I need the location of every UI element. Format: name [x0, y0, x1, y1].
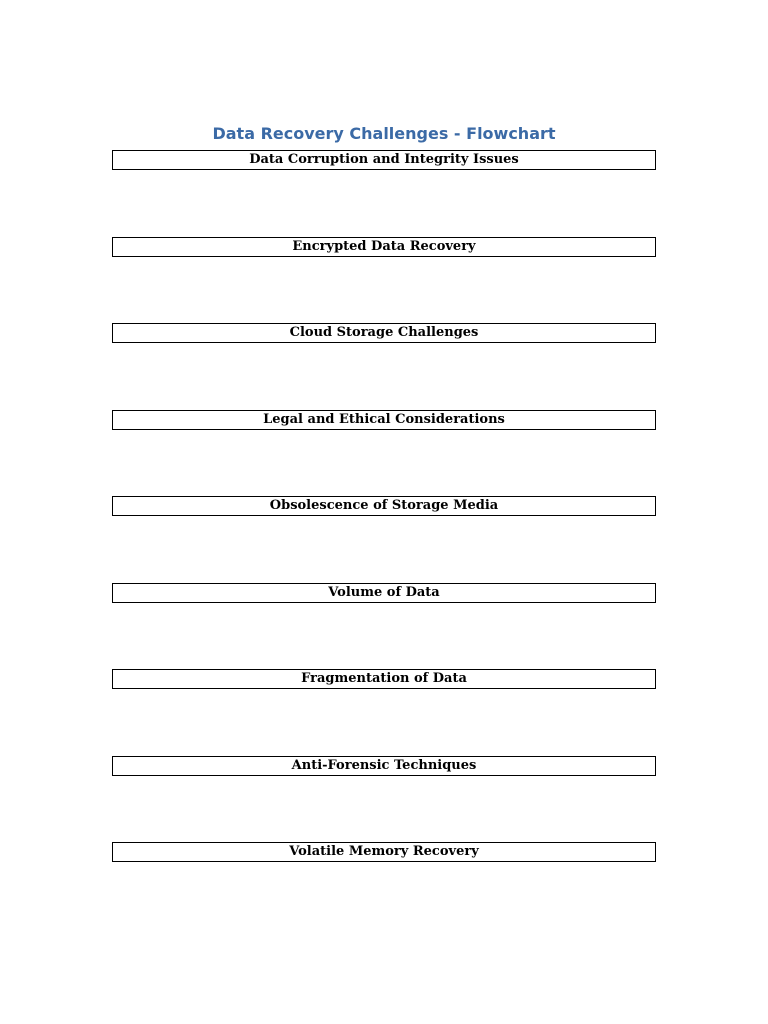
flowchart-box-data-corruption [112, 150, 656, 170]
page-title: Data Recovery Challenges - Flowchart [212, 124, 556, 143]
flowchart-box-label: Anti-Forensic Techniques [291, 757, 477, 773]
flowchart-box-label: Legal and Ethical Considerations [263, 411, 505, 427]
flowchart [112, 150, 656, 929]
flowchart-box-label: Obsolescence of Storage Media [269, 498, 499, 513]
flowchart-box-legal-ethical [112, 410, 656, 430]
flowchart-box-label: Encrypted Data Recovery [292, 238, 476, 254]
flowchart-box-label: Data Corruption and Integrity Issues [249, 152, 519, 167]
flowchart-box-cloud-storage [112, 323, 656, 343]
flowchart-box-volume [112, 583, 656, 603]
flowchart-box-anti-forensic [112, 756, 656, 776]
flowchart-box-encrypted-data [112, 237, 656, 257]
flowchart-box-fragmentation [112, 669, 656, 689]
flowchart-box-label: Cloud Storage Challenges [289, 325, 479, 340]
flowchart-box-label: Volume of Data [328, 584, 440, 600]
flowchart-box-volatile-memory [112, 842, 656, 862]
flowchart-box-label: Fragmentation of Data [301, 671, 467, 686]
flowchart-box-label: Volatile Memory Recovery [289, 844, 479, 859]
flowchart-box-obsolescence [112, 496, 656, 516]
